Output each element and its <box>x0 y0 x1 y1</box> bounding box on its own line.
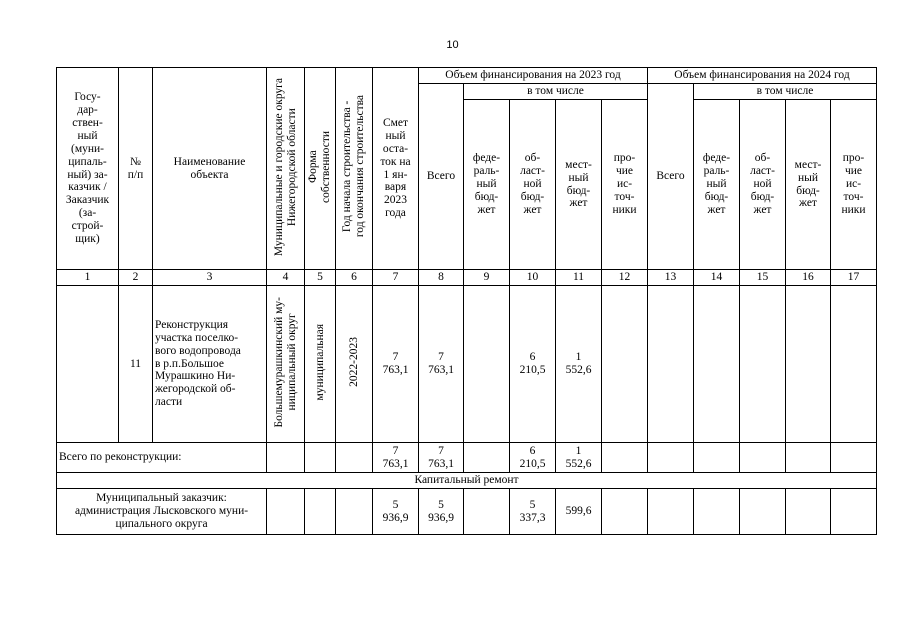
customer-regional-2023: 5 337,3 <box>510 489 556 535</box>
object-regional-2024 <box>740 286 786 443</box>
column-number: 7 <box>373 270 419 286</box>
header-local-2023: мест- ный бюд- жет <box>556 100 602 270</box>
customer-total-2023: 5 936,9 <box>419 489 464 535</box>
header-federal-2024: феде- раль- ный бюд- жет <box>694 100 740 270</box>
header-years: Год начала строительства - год окончания строительства <box>336 68 373 270</box>
subtotal-empty <box>740 443 786 473</box>
header-federal-2023: феде- раль- ный бюд- жет <box>464 100 510 270</box>
customer-empty <box>336 489 373 535</box>
object-regional-2023: 6 210,5 <box>510 286 556 443</box>
object-row <box>57 286 877 443</box>
customer-empty <box>831 489 877 535</box>
customer-empty <box>602 489 648 535</box>
subtotal-empty <box>602 443 648 473</box>
column-number: 8 <box>419 270 464 286</box>
column-number: 14 <box>694 270 740 286</box>
header-total-2024: Всего <box>648 84 694 270</box>
column-number: 5 <box>305 270 336 286</box>
subtotal-empty <box>305 443 336 473</box>
customer-empty <box>740 489 786 535</box>
header-funding-2024: Объем финансирования на 2024 год <box>648 68 877 84</box>
column-number: 12 <box>602 270 648 286</box>
customer-empty <box>648 489 694 535</box>
object-ownership: муниципальная <box>305 286 336 443</box>
customer-balance: 5 936,9 <box>373 489 419 535</box>
object-other-2024 <box>831 286 877 443</box>
subtotal-local-2023: 1 552,6 <box>556 443 602 473</box>
subtotal-empty <box>786 443 831 473</box>
header-including-2024: в том числе <box>694 84 877 100</box>
column-number: 3 <box>153 270 267 286</box>
section-row <box>57 473 877 489</box>
column-number: 6 <box>336 270 373 286</box>
subtotal-row <box>57 443 877 473</box>
subtotal-total-2023: 7 763,1 <box>419 443 464 473</box>
column-number: 1 <box>57 270 119 286</box>
header-other-2024: про- чие ис- точ- ники <box>831 100 877 270</box>
object-total-2024 <box>648 286 694 443</box>
object-local-2023: 1 552,6 <box>556 286 602 443</box>
object-federal-2023 <box>464 286 510 443</box>
object-other-2023 <box>602 286 648 443</box>
header-total-2023: Всего <box>419 84 464 270</box>
subtotal-regional-2023: 6 210,5 <box>510 443 556 473</box>
header-customer: Госу- дар- ствен- ный (муни- ципаль- ный) за- казчик / Заказчик (за- строй- щик) <box>57 68 119 270</box>
object-municipality: Большемурашкинский му- ниципальный округ <box>267 286 305 443</box>
object-num: 11 <box>119 286 153 443</box>
subtotal-empty <box>267 443 305 473</box>
customer-empty <box>786 489 831 535</box>
subtotal-empty <box>694 443 740 473</box>
header-regional-2024: об- ласт- ной бюд- жет <box>740 100 786 270</box>
column-number: 11 <box>556 270 602 286</box>
subtotal-empty <box>464 443 510 473</box>
header-other-2023: про- чие ис- точ- ники <box>602 100 648 270</box>
column-number: 10 <box>510 270 556 286</box>
subtotal-label: Всего по реконструкции: <box>57 443 267 473</box>
object-name: Реконструкция участка поселко- вого водопровода в р.п.Большое Мурашкино Ни- жегородской об- ласти <box>153 286 267 443</box>
customer-label: Муниципальный заказчик: администрация Лысковского муни- ципального округа <box>57 489 267 535</box>
header-balance: Смет ный оста- ток на 1 ян- варя 2023 года <box>373 68 419 270</box>
column-number: 16 <box>786 270 831 286</box>
header-num: № п/п <box>119 68 153 270</box>
subtotal-empty <box>831 443 877 473</box>
subtotal-empty <box>336 443 373 473</box>
object-balance: 7 763,1 <box>373 286 419 443</box>
object-federal-2024 <box>694 286 740 443</box>
column-number: 15 <box>740 270 786 286</box>
customer-empty <box>464 489 510 535</box>
column-number: 13 <box>648 270 694 286</box>
header-regional-2023: об- ласт- ной бюд- жет <box>510 100 556 270</box>
object-local-2024 <box>786 286 831 443</box>
object-total-2023: 7 763,1 <box>419 286 464 443</box>
object-customer-cell <box>57 286 119 443</box>
column-number: 9 <box>464 270 510 286</box>
header-object-name: Наименование объекта <box>153 68 267 270</box>
object-years: 2022-2023 <box>336 286 373 443</box>
subtotal-empty <box>648 443 694 473</box>
customer-empty <box>305 489 336 535</box>
header-municipality: Муниципальные и городские округа Нижегородской области <box>267 68 305 270</box>
customer-empty <box>694 489 740 535</box>
column-number: 17 <box>831 270 877 286</box>
customer-local-2023: 599,6 <box>556 489 602 535</box>
header-ownership: Форма собственности <box>305 68 336 270</box>
subtotal-balance: 7 763,1 <box>373 443 419 473</box>
header-row-1 <box>57 68 877 84</box>
header-funding-2023: Объем финансирования на 2023 год <box>419 68 648 84</box>
customer-empty <box>267 489 305 535</box>
column-numbers-row <box>57 270 877 286</box>
header-including-2023: в том числе <box>464 84 648 100</box>
column-number: 2 <box>119 270 153 286</box>
page-number: 10 <box>446 39 459 51</box>
customer-row <box>57 489 877 535</box>
funding-table <box>56 67 877 535</box>
column-number: 4 <box>267 270 305 286</box>
header-local-2024: мест- ный бюд- жет <box>786 100 831 270</box>
section-title: Капитальный ремонт <box>57 473 877 489</box>
